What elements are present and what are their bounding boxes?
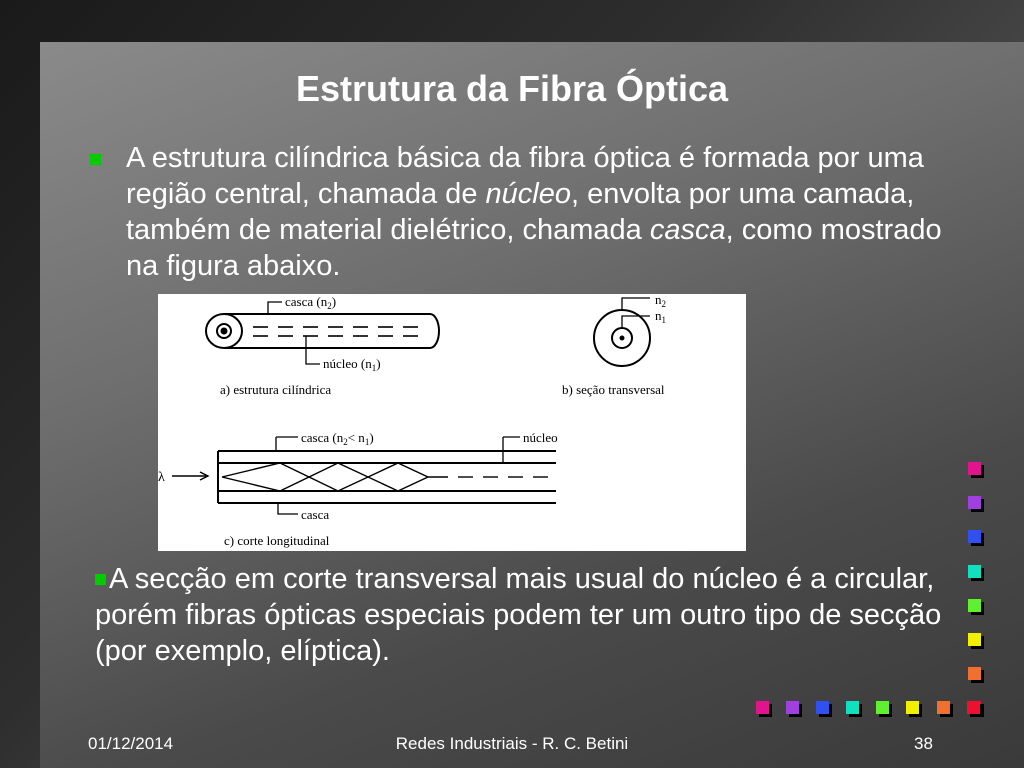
bullet-2-text: A secção em corte transversal mais usual do núcleo é a circular, porém fibras ópticas especiais podem ter um outro tipo de secção (por exemplo, elíptica). xyxy=(95,563,942,667)
decorative-square xyxy=(968,530,981,543)
decorative-square xyxy=(968,496,981,509)
decorative-square xyxy=(968,633,981,646)
label-lambda: λ xyxy=(158,470,165,485)
caption-a: a) estrutura cilíndrica xyxy=(220,382,332,397)
bullet-1-text: A estrutura cilíndrica básica da fibra óptica é formada por uma região central, chamada de núcleo, envolta por uma camada, também de material dielétrico, chamada casca, como mostrado na figura abaixo. xyxy=(126,142,942,282)
label-casca-cmp: casca $(n_2< n_1)$ xyxy=(301,430,374,447)
caption-b: b) seção transversal xyxy=(562,382,665,397)
longitudinal-diagram xyxy=(172,437,556,514)
decorative-square xyxy=(876,701,889,714)
decorative-square xyxy=(967,701,980,714)
label-n1: $n_1$ xyxy=(655,308,666,325)
label-n2: $n_2$ xyxy=(655,294,666,309)
decorative-square xyxy=(968,565,981,578)
decorative-square xyxy=(816,701,829,714)
bullet-marker xyxy=(90,154,101,165)
decorative-square xyxy=(756,701,769,714)
label-casca-n2: casca $(n_2)$ xyxy=(285,294,337,311)
cylinder-diagram xyxy=(206,302,439,364)
bullet-marker xyxy=(95,574,106,585)
decorative-square xyxy=(906,701,919,714)
decorative-square xyxy=(937,701,950,714)
footer-date: 01/12/2014 xyxy=(88,734,174,753)
slide-title: Estrutura da Fibra Óptica xyxy=(295,68,729,109)
label-nucleo: núcleo xyxy=(523,430,558,445)
label-casca: casca xyxy=(301,507,330,522)
fiber-structure-figure xyxy=(158,294,746,551)
cross-section-diagram xyxy=(594,298,650,366)
label-nucleo-n1: núcleo $(n_1)$ xyxy=(323,356,381,373)
decorative-square xyxy=(968,599,981,612)
bullet-2 xyxy=(95,561,945,669)
footer-title: Redes Industriais - R. C. Betini xyxy=(395,734,629,753)
caption-c: c) corte longitudinal xyxy=(224,533,330,548)
decorative-square xyxy=(846,701,859,714)
decorative-square xyxy=(968,462,981,475)
decorative-square xyxy=(786,701,799,714)
footer-page-number: 38 xyxy=(914,734,933,753)
decorative-square xyxy=(968,667,981,680)
